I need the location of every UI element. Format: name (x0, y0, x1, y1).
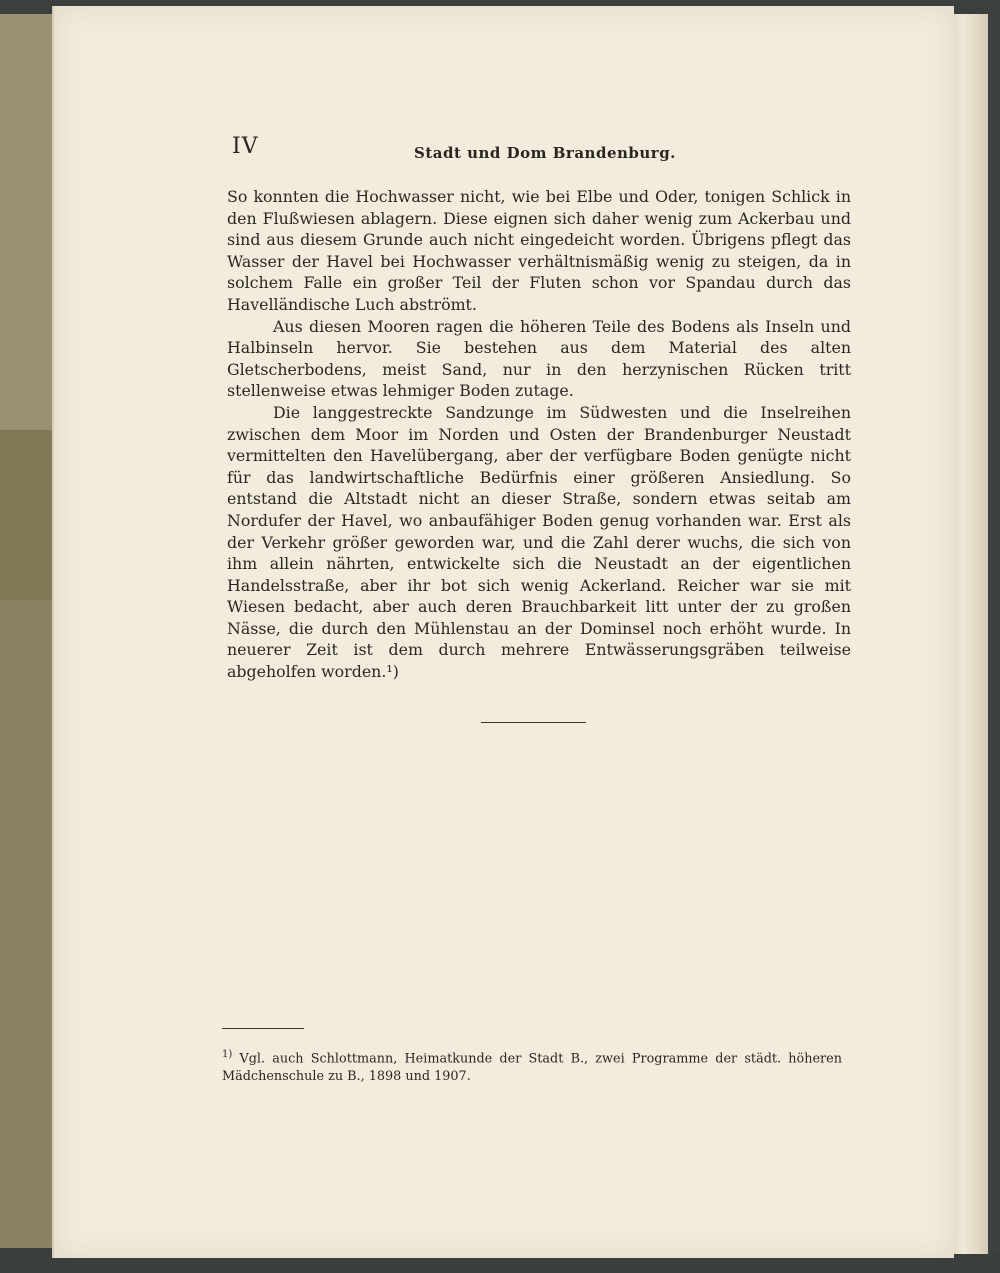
book-page (52, 6, 954, 1258)
binding-tape (0, 430, 60, 600)
body-text (227, 186, 851, 683)
footnote-divider (222, 1028, 304, 1029)
binding-tape (0, 0, 60, 430)
paragraph: Aus diesen Mooren ragen die höheren Teile des Bodens als Inseln und Halbinseln hervor. Sie bestehen aus dem Material des alten Gletscherbodens, meist Sand, nur in den herzynischen Rücken tritt stellenweise etwas lehmiger Boden zutage. (227, 316, 851, 401)
book-cover-right (988, 14, 1000, 1254)
footnote-text: Vgl. auch Schlottmann, Heimatkunde der Stadt B., zwei Programme der städt. höheren Mädchenschule zu B., 1898 und 1907. (222, 1051, 842, 1085)
page-number: IV (232, 134, 259, 159)
running-head: Stadt und Dom Brandenburg. (414, 144, 676, 162)
footnote-mark: 1) (222, 1049, 233, 1060)
binding-tape (0, 600, 60, 1273)
footnote (222, 1046, 842, 1086)
paragraph: So konnten die Hochwasser nicht, wie bei Elbe und Oder, tonigen Schlick in den Flußwiesen ablagern. Diese eignen sich daher wenig zum Ackerbau und sind aus diesem Grunde auch nicht eingedeicht worden. Übrigens pflegt das Wasser der Havel bei Hochwasser verhältnismäßig wenig zu steigen, da in solchem Falle ein großer Teil der Fluten schon vor Spandau durch das Havelländische Luch abströmt. (227, 187, 851, 314)
paragraph: Die langgestreckte Sandzunge im Südwesten und die Inselreihen zwischen dem Moor im Norden und Osten der Brandenburger Neustadt vermittelten den Havelübergang, aber der verfügbare Boden genügte nicht für das landwirtschaftliche Bedürfnis einer größeren Ansiedlung. So entstand die Altstadt nicht an dieser Straße, sondern etwas seitab am Nordufer der Havel, wo anbaufähiger Boden genug vorhanden war. Erst als der Verkehr größer geworden war, und die Zahl derer wuchs, die sich von ihm allein nährten, entwickelte sich die Neustadt an der eigentlichen Handelsstraße, aber ihr bot sich wenig Ackerland. Reicher war sie mit Wiesen bedacht, aber auch deren Brauchbarkeit litt unter der zu großen Nässe, die durch den Mühlenstau an der Dominsel noch erhöht wurde. In neuerer Zeit ist dem durch mehrere Entwässerungsgräben teilweise abgeholfen worden.¹) (227, 402, 851, 682)
section-divider (481, 722, 586, 723)
